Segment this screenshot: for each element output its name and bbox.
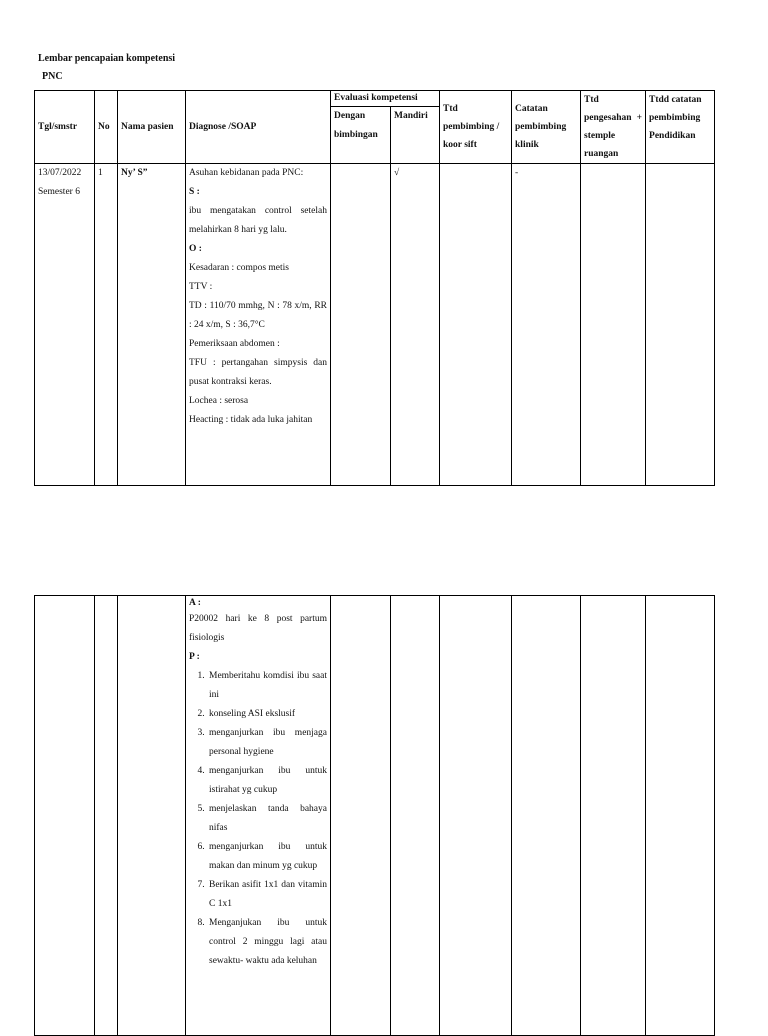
catatan-cell — [512, 596, 581, 1036]
soap-intro: Asuhan kebidanan pada PNC: — [189, 168, 304, 178]
ttd-pembimbing-cell — [440, 596, 512, 1036]
mandiri-cell — [391, 596, 440, 1036]
plan-item: 1. Memberitahu komdisi ibu saat ini — [207, 667, 327, 705]
plan-item: 8. Menganjukan ibu untuk control 2 minggu lagi atau sewaktu- waktu ada keluhan — [207, 914, 327, 971]
dengan-bimbingan-cell — [331, 164, 391, 486]
a-text: P20002 hari ke 8 post partum fisiologis — [189, 614, 327, 643]
document-title: Lembar pencapaian kompetensi — [38, 53, 176, 64]
table-row — [35, 164, 715, 486]
dengan-bimbingan-cell — [331, 596, 391, 1036]
patient-name — [118, 596, 186, 1036]
header-dengan: Dengan bimbingan — [331, 107, 391, 164]
ttdd-cell — [646, 164, 715, 486]
soap-cell — [186, 596, 331, 1036]
plan-list — [189, 667, 327, 971]
plan-item: 3. menganjurkan ibu menjaga personal hygiene — [207, 724, 327, 762]
patient-name: Ny’ S” — [118, 164, 186, 486]
o-line: TD : 110/70 mmhg, N : 78 x/m, RR : 24 x/m, S : 36,7°C — [189, 301, 327, 330]
plan-item: 6. menganjurkan ibu untuk makan dan minum yg cukup — [207, 838, 327, 876]
plan-item: 4. menganjurkan ibu untuk istirahat yg cukup — [207, 762, 327, 800]
header-ttd-pembimbing: Ttd pembimbing / koor sift — [440, 91, 512, 164]
o-line: Heacting : tidak ada luka jahitan — [189, 415, 313, 425]
p-label: P : — [189, 652, 200, 662]
ttd-pengesahan-cell — [581, 596, 646, 1036]
plan-item: 7. Berikan asifit 1x1 dan vitamin C 1x1 — [207, 876, 327, 914]
header-no: No — [95, 91, 118, 164]
header-catatan: Catatan pembimbing klinik — [512, 91, 581, 164]
o-line: Lochea : serosa — [189, 396, 249, 406]
row-number — [95, 596, 118, 1036]
soap-cell — [186, 164, 331, 486]
o-line: TTV : — [189, 282, 213, 292]
header-ttd-pengesahan: Ttd pengesahan + stemple ruangan — [581, 91, 646, 164]
competency-table-continued — [34, 595, 715, 1036]
header-tgl: Tgl/smstr — [35, 91, 95, 164]
ttdd-cell — [646, 596, 715, 1036]
o-label: O : — [189, 244, 202, 254]
catatan-cell: - — [512, 164, 581, 486]
table-row — [35, 596, 715, 1036]
header-row-1 — [35, 91, 715, 107]
o-line: Pemeriksaan abdomen : — [189, 339, 280, 349]
date-cell — [35, 596, 95, 1036]
plan-item: 5. menjelaskan tanda bahaya nifas — [207, 800, 327, 838]
competency-table — [34, 90, 715, 486]
plan-item: 2. konseling ASI ekslusif — [207, 705, 327, 724]
header-nama: Nama pasien — [118, 91, 186, 164]
row-number: 1 — [95, 164, 118, 486]
date-cell — [35, 164, 95, 486]
o-line: Kesadaran : compos metis — [189, 263, 289, 273]
ttd-pembimbing-cell — [440, 164, 512, 486]
s-label: S : — [189, 187, 200, 197]
semester: Semester 6 — [38, 187, 80, 197]
date: 13/07/2022 — [38, 168, 82, 178]
document-subtitle: PNC — [42, 71, 63, 82]
o-line: TFU : pertangahan simpysis dan pusat kontraksi keras. — [189, 358, 327, 387]
header-diagnose: Diagnose /SOAP — [186, 91, 331, 164]
header-evaluasi: Evaluasi kompetensi — [331, 91, 440, 107]
header-ttdd: Ttdd catatan pembimbing Pendidikan — [646, 91, 715, 164]
ttd-pengesahan-cell — [581, 164, 646, 486]
s-text: ibu mengatakan control setelah melahirkan 8 hari yg lalu. — [189, 206, 327, 235]
header-mandiri: Mandiri — [391, 107, 440, 164]
mandiri-check: √ — [391, 164, 440, 486]
a-label: A : — [189, 598, 201, 608]
